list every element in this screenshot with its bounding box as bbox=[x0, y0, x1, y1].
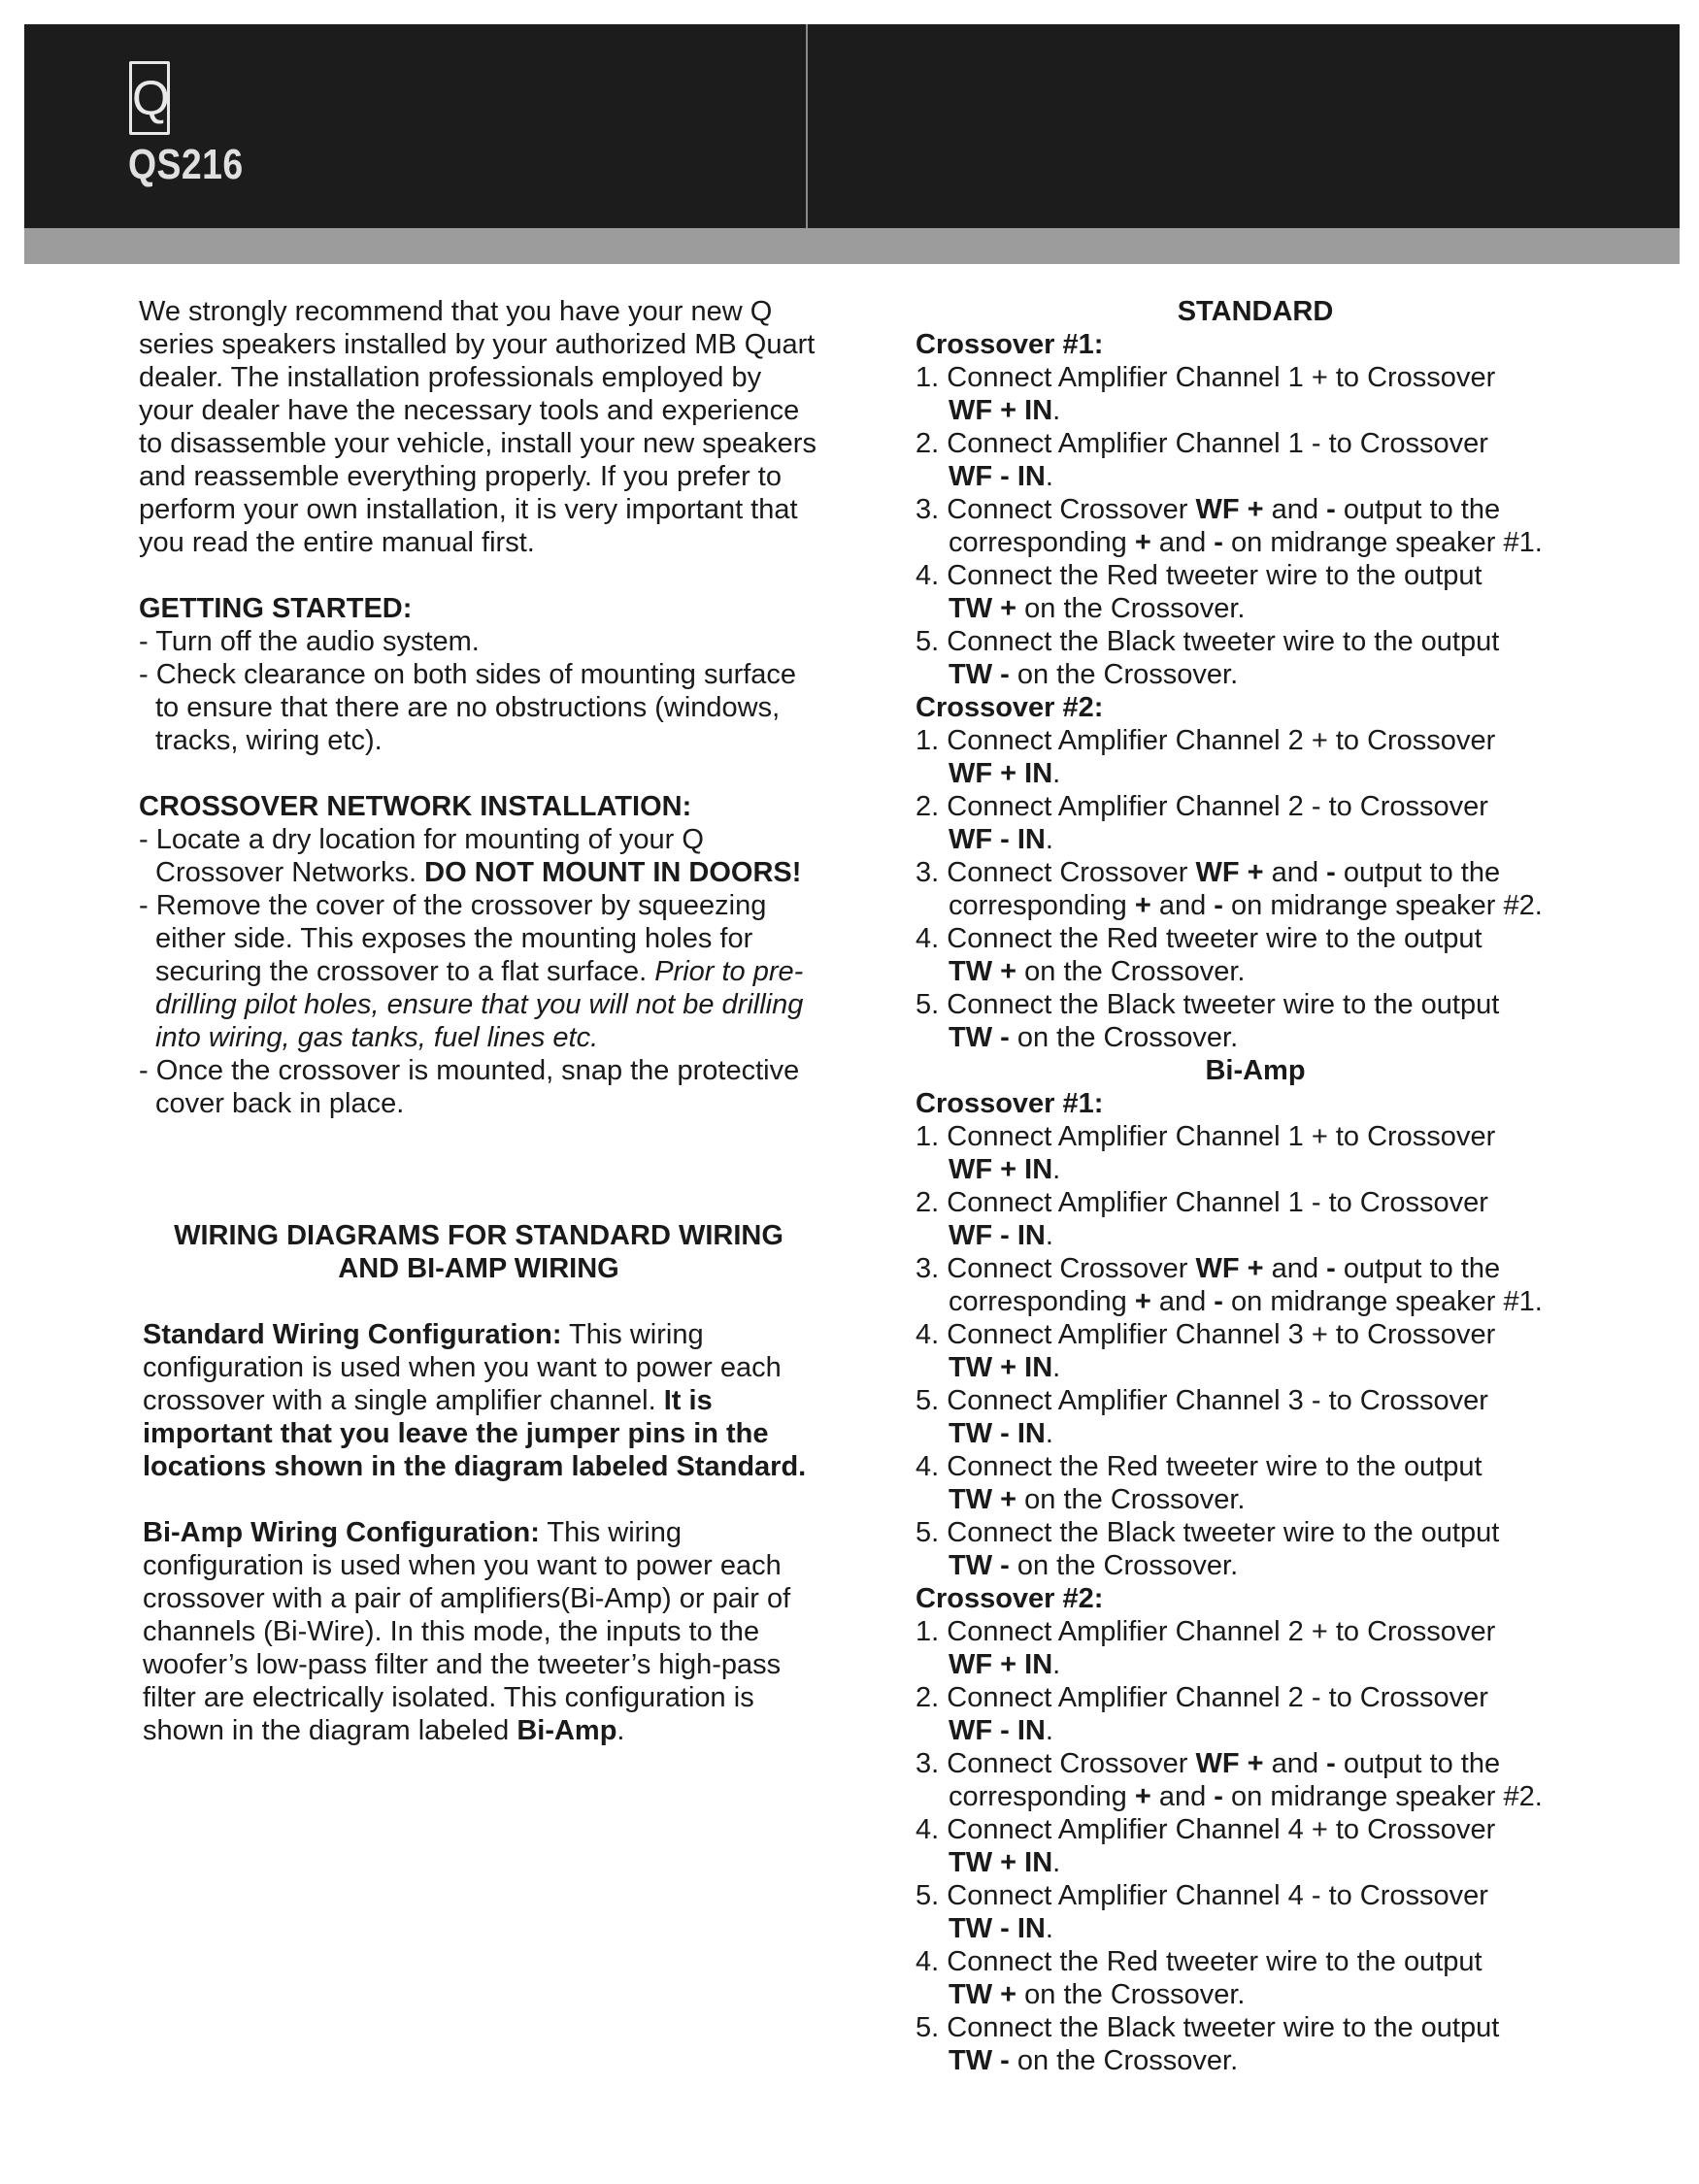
step-item: 1. Connect Amplifier Channel 2 + to Crossover WF + IN. bbox=[916, 725, 1496, 789]
step-item: 5. Connect the Black tweeter wire to the output TW - on the Crossover. bbox=[916, 2012, 1500, 2076]
step-item: 4. Connect Amplifier Channel 4 + to Crossover TW + IN. bbox=[916, 1814, 1496, 1878]
step-item: 2. Connect Amplifier Channel 1 - to Crossover WF - IN. bbox=[916, 1187, 1488, 1251]
biamp-heading: Bi-Amp bbox=[1205, 1055, 1306, 1086]
standard-heading: STANDARD bbox=[1177, 296, 1334, 327]
grey-band bbox=[24, 228, 1680, 264]
crossover-install-item: - Remove the cover of the crossover by squeezing either side. This exposes the mounting holes for securing the crossover to a flat surface. Prior to pre-drilling pilot holes, ensure that you will not be drilling into wiring, gas tanks, fuel lines etc. bbox=[139, 890, 804, 1053]
crossover-install-heading: CROSSOVER NETWORK INSTALLATION: bbox=[139, 791, 692, 822]
intro-paragraph: We strongly recommend that you have your new Q series speakers installed by your authorized MB Quart dealer. The installation professionals employed by your dealer have the necessary tools and experience to disassemble your vehicle, install your new speakers and reassemble everything properly. If you prefer to perform your own installation, it is very important that you read the entire manual first. bbox=[139, 296, 816, 558]
step-item: 2. Connect Amplifier Channel 2 - to Crossover WF - IN. bbox=[916, 791, 1488, 855]
biamp-config-paragraph: Bi-Amp Wiring Configuration: This wiring configuration is used when you want to power each crossover with a pair of amplifiers(Bi-Amp) or pair of channels (Bi-Wire). In this mode, the inputs to the woofer’s low-pass filter and the tweeter’s high-pass filter are electrically isolated. This configuration is shown in the diagram labeled Bi-Amp. bbox=[143, 1517, 791, 1746]
step-item: 3. Connect Crossover WF + and - output to the corresponding + and - on midrange speaker #2. bbox=[916, 1748, 1543, 1812]
step-item: 1. Connect Amplifier Channel 1 + to Crossover WF + IN. bbox=[916, 362, 1496, 426]
model-name: QS216 bbox=[128, 141, 244, 188]
wiring-diagrams-heading: WIRING DIAGRAMS FOR STANDARD WIRING AND BI-AMP WIRING bbox=[174, 1220, 783, 1284]
standard-config-paragraph: Standard Wiring Configuration: This wiring configuration is used when you want to power each crossover with a single amplifier channel. It is important that you leave the jumper pins in the locations shown in the diagram labeled Standard. bbox=[143, 1319, 807, 1482]
step-item: 4. Connect the Red tweeter wire to the output TW + on the Crossover. bbox=[916, 923, 1482, 987]
q-logo-icon: Q bbox=[129, 61, 170, 135]
step-item: 1. Connect Amplifier Channel 2 + to Crossover WF + IN. bbox=[916, 1616, 1496, 1680]
crossover1-heading: Crossover #1: bbox=[916, 1088, 1104, 1119]
header-bar bbox=[24, 24, 1680, 228]
step-item: 3. Connect Crossover WF + and - output to the corresponding + and - on midrange speaker #1. bbox=[916, 1253, 1543, 1317]
getting-started-item: - Check clearance on both sides of mounting surface to ensure that there are no obstructions (windows, tracks, wiring etc). bbox=[139, 659, 797, 756]
step-item: 1. Connect Amplifier Channel 1 + to Crossover WF + IN. bbox=[916, 1121, 1496, 1185]
step-item: 5. Connect Amplifier Channel 3 - to Crossover TW - IN. bbox=[916, 1385, 1488, 1449]
step-item: 4. Connect the Red tweeter wire to the output TW + on the Crossover. bbox=[916, 1451, 1482, 1515]
crossover2-heading: Crossover #2: bbox=[916, 692, 1104, 723]
getting-started-heading: GETTING STARTED: bbox=[139, 593, 413, 624]
step-item: 4. Connect Amplifier Channel 3 + to Crossover TW + IN. bbox=[916, 1319, 1496, 1383]
step-item: 5. Connect the Black tweeter wire to the output TW - on the Crossover. bbox=[916, 989, 1500, 1053]
step-item: 3. Connect Crossover WF + and - output to the corresponding + and - on midrange speaker #2. bbox=[916, 857, 1543, 921]
crossover2-heading: Crossover #2: bbox=[916, 1583, 1104, 1614]
step-item: 5. Connect the Black tweeter wire to the output TW - on the Crossover. bbox=[916, 626, 1500, 690]
step-item: 5. Connect the Black tweeter wire to the output TW - on the Crossover. bbox=[916, 1517, 1500, 1581]
step-item: 4. Connect the Red tweeter wire to the output TW + on the Crossover. bbox=[916, 1946, 1482, 2010]
left-column bbox=[139, 295, 818, 1747]
getting-started-item: - Turn off the audio system. bbox=[139, 626, 480, 657]
header-divider bbox=[806, 24, 808, 228]
crossover-install-item: - Locate a dry location for mounting of your Q Crossover Networks. DO NOT MOUNT IN DOORS! bbox=[139, 824, 802, 888]
crossover-install-item: - Once the crossover is mounted, snap the protective cover back in place. bbox=[139, 1055, 800, 1119]
crossover1-heading: Crossover #1: bbox=[916, 329, 1104, 360]
right-column bbox=[916, 295, 1595, 2077]
step-item: 2. Connect Amplifier Channel 2 - to Crossover WF - IN. bbox=[916, 1682, 1488, 1746]
step-item: 2. Connect Amplifier Channel 1 - to Crossover WF - IN. bbox=[916, 428, 1488, 492]
step-item: 5. Connect Amplifier Channel 4 - to Crossover TW - IN. bbox=[916, 1880, 1488, 1944]
step-item: 4. Connect the Red tweeter wire to the output TW + on the Crossover. bbox=[916, 560, 1482, 624]
step-item: 3. Connect Crossover WF + and - output to the corresponding + and - on midrange speaker #1. bbox=[916, 494, 1543, 558]
